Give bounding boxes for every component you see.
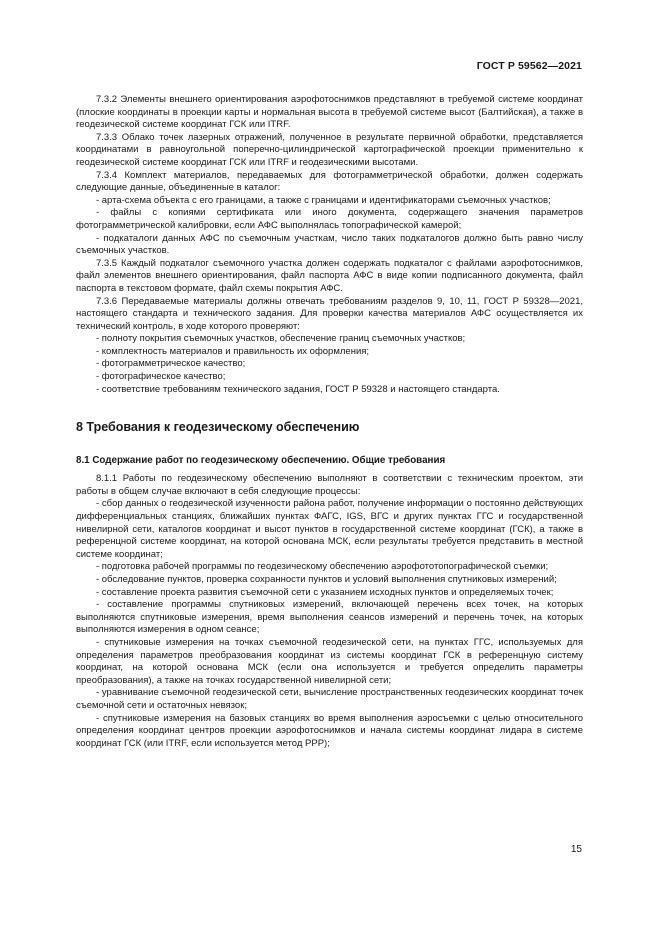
section-8-1-text (76, 473, 583, 750)
paragraph: - полноту покрытия съемочных участков, обеспечение границ съемочных участков; (95, 333, 466, 345)
paragraph: 7.3.4 Комплект материалов, передаваемых для фотограмметрической обработки, должен содержать следующие данные, объединенные в каталог: (76, 169, 583, 194)
paragraph: - спутниковые измерения на базовых станциях во время выполнения аэросъемки с целью относительного определения координат центров проекции аэрофотоснимков и начала системы координат лидара в системе координат ГСК (или ITRF, если используется метод PPP); (76, 712, 583, 749)
paragraph: 8.1.1 Работы по геодезическому обеспечению выполняют в соответствии с техническим проектом, эти работы в общем случае включают в себя следующие процессы: (76, 473, 583, 497)
paragraph: - обследование пунктов, проверка сохранности пунктов и условий выполнения спутниковых измерений; (95, 574, 557, 585)
paragraph: - составление проекта развития съемочной сети с указанием исходных пунктов и определяемых точек; (95, 586, 554, 598)
paragraph: 7.3.3 Облако точек лазерных отражений, полученное в результате первичной обработки, представляется координатами в равноугольной поперечно-цилиндрической картографической проекции применительно к геодезической системе координат ГСК или ITRF и геодезическими высотами. (76, 131, 583, 168)
document-header: ГОСТ Р 59562—2021 (476, 60, 582, 72)
paragraph: - составление программы спутниковых измерений, включающей перечень всех точек, на которых выполняются спутниковые измерения, время выполнения сеансов измерений и перечень точек, на которых выполняются измерения в одном сеансе; (76, 599, 583, 636)
paragraph: 7.3.2 Элементы внешнего ориентирования аэрофотоснимков представляют в требуемой системе координат (плоские координаты в проекции карты и нормальная высота в требуемой системе высот (Балтийская), а также в геодезической системе координат ГСК или ITRF. (76, 94, 583, 131)
paragraph: 7.3.5 Каждый подкаталог съемочного участка должен содержать подкаталог с файлами аэрофотоснимков, файл элементов внешнего ориентирования, файл паспорта АФС в виде копии подписанного документа, файл паспорта в текстовом формате, файл схемы покрытия АФС. (76, 257, 583, 294)
paragraph: - подготовка рабочей программы по геодезическому обеспечению аэрофототопографической съемки; (95, 561, 549, 573)
paragraph: - комплектность материалов и правильность их оформления; (95, 345, 370, 357)
document-body (76, 94, 583, 750)
paragraph: - подкаталоги данных АФС по съемочным участкам, число таких подкаталогов должно быть равно числу съемочных участков. (76, 232, 583, 257)
paragraph: 7.3.6 Передаваемые материалы должны отвечать требованиям разделов 9, 10, 11, ГОСТ Р 59328—2021, настоящего стандарта и технического задания. Для проверки качества материалов АФС осуществляется их технический контроль, в ходе которого проверяют: (76, 295, 583, 332)
subsection-title: 8.1 Содержание работ по геодезическому обеспечению. Общие требования (76, 455, 446, 467)
section-7-3-text (76, 94, 583, 396)
paragraph: - спутниковые измерения на точках съемочной геодезической сети, на пунктах ГГС, используемых для определения параметров преобразования координат из системы координат ГСК в референцную систему координат, на которой основана МСК (если она используется и требуется определить параметры преобразования), а также на точках государственной нивелирной сети; (76, 636, 583, 686)
paragraph: - сбор данных о геодезической изученности района работ, получение информации о постоянно действующих дифференциальных станциях, ближайших пунктах ФАГС, IGS, ВГС и других пунктах ГГС и государственной нивелирной сети, каталогов координат и высот пунктов в государственной системе координат (ГСК), а также в референцной системе координат, на которой основана МСК, если результаты требуется представить в местной системе координат; (76, 498, 583, 560)
paragraph: - арта-схема объекта с его границами, а также с границами и идентификаторами съемочных участков; (95, 194, 551, 206)
paragraph: - фотографическое качество; (95, 371, 226, 383)
paragraph: - файлы с копиями сертификата или иного документа, содержащего значения параметров фотограмметрической калибровки, если АФС выполнялась топографической камерой; (76, 207, 583, 231)
section-title: 8 Требования к геодезическому обеспечению (76, 420, 360, 435)
paragraph: - уравнивание съемочной геодезической сети, вычисление пространственных геодезических координат точек съемочной сети и остаточных невязок; (76, 687, 583, 711)
page-number: 15 (570, 844, 582, 855)
paragraph: - фотограмметрическое качество; (95, 358, 246, 370)
paragraph: - соответствие требованиям технического задания, ГОСТ Р 59328 и настоящего стандарта. (95, 383, 500, 395)
